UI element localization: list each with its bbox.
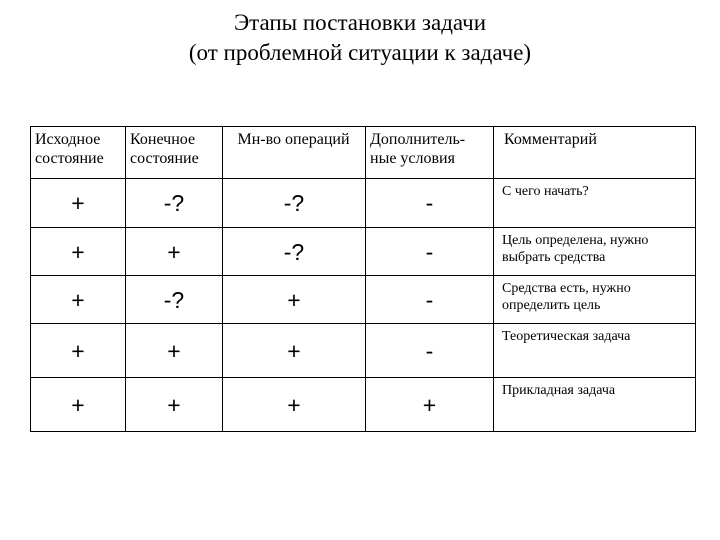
cell-operations: + [223, 378, 366, 432]
cell-conditions: - [366, 179, 494, 228]
cell-conditions: - [366, 324, 494, 378]
cell-operations: -? [223, 228, 366, 276]
cell-comment: Прикладная задача [494, 378, 696, 432]
table-row [31, 378, 696, 432]
table-header-row [31, 127, 696, 179]
cell-final: + [126, 378, 223, 432]
cell-comment: Средства есть, нужно определить цель [494, 276, 696, 324]
page-title [0, 8, 720, 68]
cell-initial: + [31, 378, 126, 432]
title-line-1: Этапы постановки задачи [233, 10, 487, 35]
header-final-state: Конечное состояние [126, 127, 223, 179]
cell-initial: + [31, 179, 126, 228]
cell-comment: Цель определена, нужно выбрать средства [494, 228, 696, 276]
table-row [31, 276, 696, 324]
header-comment: Комментарий [494, 127, 696, 179]
cell-conditions: - [366, 276, 494, 324]
cell-operations: + [223, 324, 366, 378]
cell-conditions: - [366, 228, 494, 276]
header-operations: Мн-во операций [223, 127, 366, 179]
title-line-2: (от проблемной ситуации к задаче) [188, 40, 532, 65]
cell-operations: -? [223, 179, 366, 228]
stages-table [30, 126, 696, 432]
cell-initial: + [31, 228, 126, 276]
cell-conditions: + [366, 378, 494, 432]
cell-operations: + [223, 276, 366, 324]
cell-initial: + [31, 276, 126, 324]
cell-comment: С чего начать? [494, 179, 696, 228]
header-initial-state: Исходное состояние [31, 127, 126, 179]
table-row [31, 228, 696, 276]
table-row [31, 179, 696, 228]
cell-comment: Теоретическая задача [494, 324, 696, 378]
cell-final: -? [126, 276, 223, 324]
cell-final: + [126, 228, 223, 276]
cell-final: + [126, 324, 223, 378]
cell-initial: + [31, 324, 126, 378]
header-conditions: Дополнитель-ные условия [366, 127, 494, 179]
table-row [31, 324, 696, 378]
cell-final: -? [126, 179, 223, 228]
